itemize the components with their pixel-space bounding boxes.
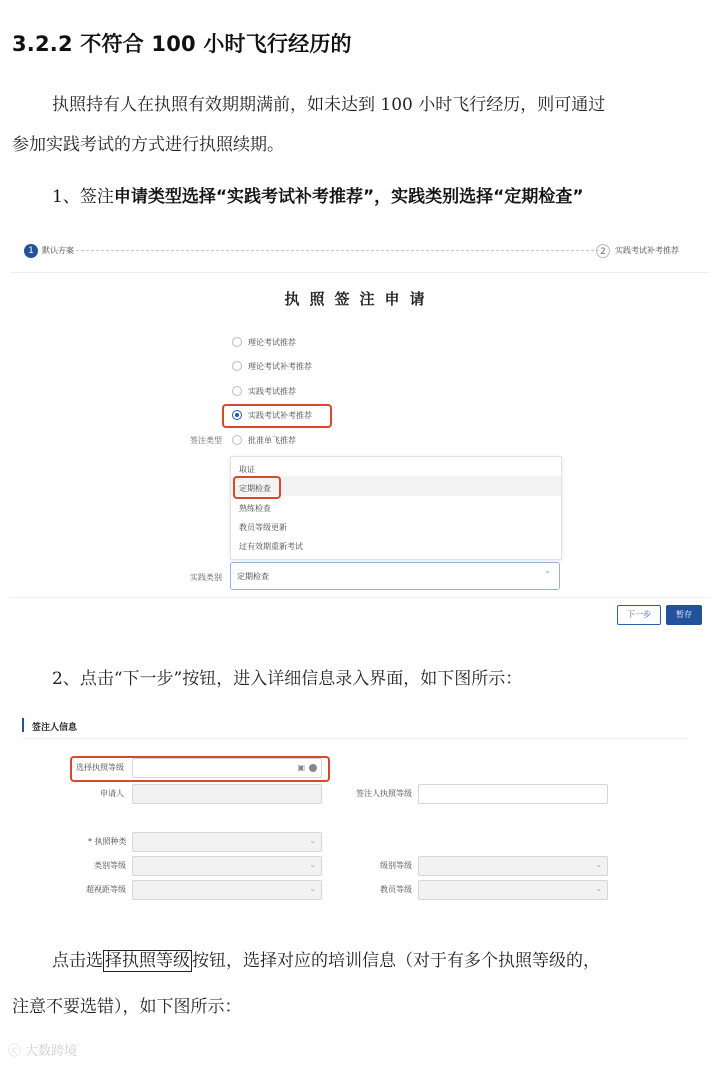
select-value: 定期检查 (237, 572, 269, 581)
section-heading: 3.2.2 不符合 100 小时飞行经历的 (12, 32, 352, 56)
ultralight-level-label: 超视距等级 (86, 885, 126, 894)
paragraph-3-line-1: 点击选 择执照等级 按钮，选择对应的培训信息（对于有多个执照等级的， (52, 951, 600, 971)
radio-icon (232, 435, 242, 445)
radio-option-solo[interactable]: 批准单飞推荐 (232, 432, 296, 448)
paragraph-3-line-2: 注意不要选错），如下图所示： (12, 997, 242, 1017)
step2-dot[interactable]: 2 (596, 244, 610, 258)
form-title: 执照签注申请 (284, 290, 435, 308)
radio-option-theory-retake[interactable]: 理论考试补考推荐 (232, 358, 312, 374)
dropdown-option[interactable]: 取证 (239, 465, 255, 474)
class-level-select[interactable] (418, 856, 608, 876)
applicant-field[interactable] (132, 784, 322, 804)
radio-option-theory[interactable]: 理论考试推荐 (232, 334, 296, 350)
instructor-level-select[interactable] (418, 880, 608, 900)
license-type-label: * 执照种类 (88, 837, 127, 846)
radio-option-practice[interactable]: 实践考试推荐 (232, 383, 296, 399)
step1-instruction (52, 182, 584, 207)
section-title: 签注人信息 (32, 723, 78, 733)
endorser-level-label: 签注人执照等级 (356, 789, 412, 798)
ultralight-level-select[interactable] (132, 880, 322, 900)
dropdown-option-periodic[interactable]: 定期检查 (239, 484, 271, 493)
highlight-box-select-license (70, 756, 330, 782)
watermark-logo-icon: ⓒ (8, 1044, 22, 1059)
chevron-down-icon: ⌄ (595, 884, 602, 893)
practice-category-label: 实践类别 (190, 573, 222, 582)
stepper-line (56, 250, 599, 251)
highlight-box-radio (222, 404, 332, 428)
radio-option-practice-retake[interactable]: 实践考试补考推荐 (232, 407, 312, 423)
dropdown-option[interactable]: 过有效期重新考试 (239, 542, 303, 551)
endorser-info-screenshot (10, 710, 709, 910)
chevron-up-icon: ⌃ (544, 570, 551, 579)
boxed-term: 择执照等级 (105, 951, 190, 971)
chevron-down-icon: ⌄ (309, 836, 316, 845)
watermark: ⓒ 大数跨境 (8, 1044, 78, 1059)
dropdown-option[interactable]: 教员等级更新 (239, 523, 287, 532)
select-license-label: 选择执照等级 (76, 763, 124, 772)
save-draft-button[interactable]: 暂存 (666, 605, 702, 625)
step2-label[interactable]: 实践考试补考推荐 (615, 246, 679, 255)
dropdown-option[interactable]: 熟练检查 (239, 504, 271, 513)
calendar-icon[interactable]: ▣ (297, 763, 305, 772)
chevron-down-icon: ⌄ (595, 860, 602, 869)
next-step-button[interactable]: 下一步 (617, 605, 661, 625)
category-level-label: 类别等级 (94, 861, 126, 870)
section-bar (22, 718, 24, 732)
category-level-select[interactable] (132, 856, 322, 876)
step1-dot[interactable]: 1 (24, 244, 38, 258)
step1-prefix: 1、签注 (52, 187, 114, 207)
endorsement-form-screenshot (10, 230, 709, 630)
highlight-box-periodic (233, 476, 281, 499)
class-level-label: 级别等级 (380, 861, 412, 870)
chevron-down-icon: ⌄ (309, 860, 316, 869)
radio-icon (232, 337, 242, 347)
step2-instruction: 2、点击“下一步”按钮，进入详细信息录入界面，如下图所示： (52, 669, 523, 689)
instructor-level-label: 教员等级 (380, 885, 412, 894)
endorse-type-label: 签注类型 (190, 436, 222, 445)
practice-category-select[interactable] (230, 562, 560, 590)
practice-category-dropdown (230, 456, 562, 560)
radio-icon (232, 361, 242, 371)
license-type-select[interactable] (132, 832, 322, 852)
intro-line-2: 参加实践考试的方式进行执照续期。 (12, 135, 284, 155)
step1-label[interactable]: 默认方案 (42, 246, 74, 255)
radio-icon (232, 386, 242, 396)
endorser-level-field[interactable] (418, 784, 608, 804)
intro-line-1: 执照持有人在执照有效期期满前，如未达到 100 小时飞行经历，则可通过 (52, 95, 606, 115)
step1-bold: 申请类型选择“实践考试补考推荐”，实践类别选择“定期检查” (113, 187, 584, 207)
chevron-down-icon: ⌄ (309, 884, 316, 893)
applicant-label: 申请人 (100, 789, 124, 798)
